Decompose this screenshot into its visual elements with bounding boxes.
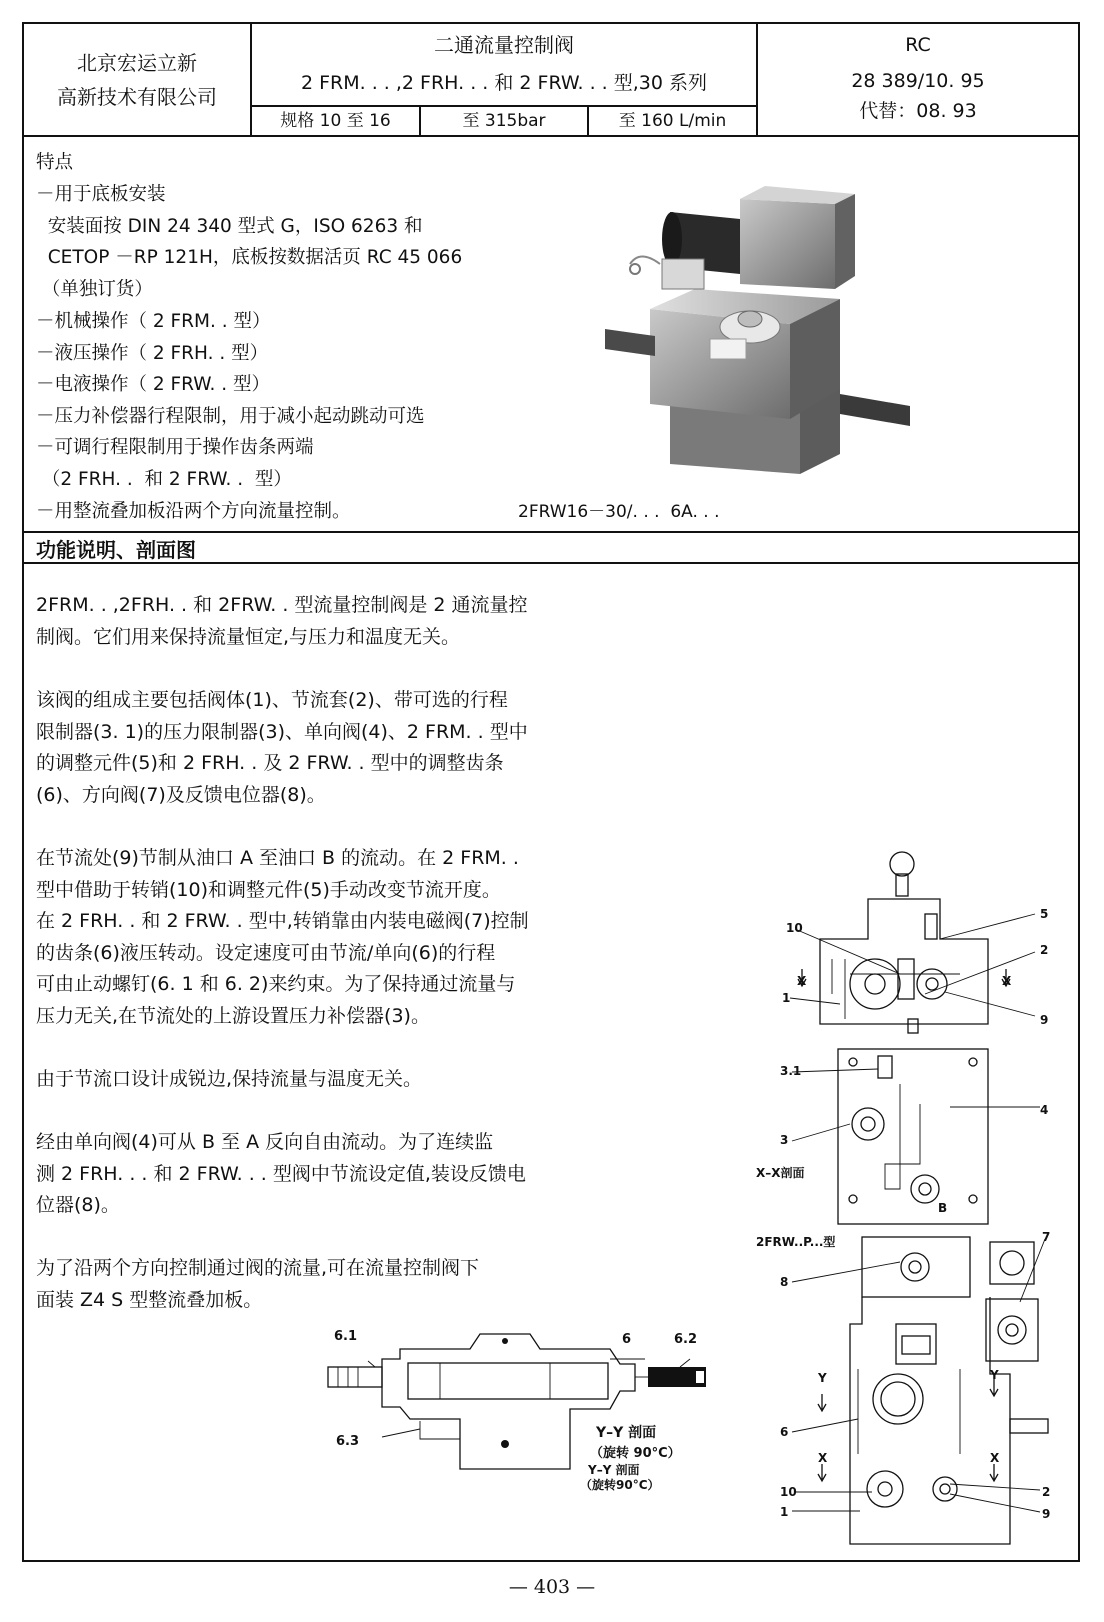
diagram-label: X: [818, 1451, 828, 1465]
paragraph-line: 为了沿两个方向控制通过阀的流量,可在流量控制阀下: [36, 1257, 480, 1279]
paragraph-temperature: [36, 1064, 596, 1096]
feature-line: －用整流叠加板沿两个方向流量控制。: [36, 501, 351, 522]
diagram-label: 3: [780, 1133, 789, 1147]
spec-size: 规格 10 至 16: [280, 110, 391, 131]
diagram-label: （旋转 90°C）: [590, 1446, 681, 1461]
diagram-label: 7: [1042, 1230, 1051, 1244]
feature-line: －电液操作（ 2 FRW. . 型）: [36, 374, 270, 395]
company-line2: 高新技术有限公司: [57, 85, 217, 109]
paragraph-line: 面装 Z4 S 型整流叠加板。: [36, 1288, 263, 1311]
feature-line: （单独订货）: [36, 279, 153, 300]
paragraph-line: 的调整元件(5)和 2 FRH. . 及 2 FRW. . 型中的调整齿条: [36, 752, 504, 774]
diagram-label: X: [990, 1451, 1000, 1465]
paragraph-line: 可由止动螺钉(6. 1 和 6. 2)来约束。为了保持通过流量与: [36, 973, 516, 995]
diagram-label: 6: [622, 1332, 632, 1347]
paragraph-line: 经由单向阀(4)可从 B 至 A 反向自由流动。为了连续监: [36, 1131, 494, 1153]
page-title: 二通流量控制阀: [434, 33, 574, 57]
paragraph-rectifier: [36, 1253, 596, 1316]
divider: [24, 562, 1078, 564]
diagram-label: 6.1: [334, 1329, 358, 1344]
page-subtitle: 2 FRM. . . ,2 FRH. . . 和 2 FRW. . . 型,30 系列: [300, 72, 707, 94]
feature-line: （2 FRH. . 和 2 FRW. . 型）: [36, 469, 292, 490]
diagram-label: Y: [818, 1371, 827, 1385]
feature-line: －用于底板安装: [36, 184, 166, 205]
diagram-label: 9: [1040, 1013, 1049, 1027]
diagram-label: 2: [1042, 1485, 1051, 1499]
diagram-label: 2: [1040, 943, 1049, 957]
diagram-label: 4: [1040, 1103, 1049, 1117]
diagram-label: X–X剖面: [756, 1166, 805, 1180]
diagram-label: 3.1: [780, 1064, 802, 1078]
diagram-label: X: [797, 974, 807, 988]
diagram-label: 10: [780, 1485, 797, 1499]
diagram-label: 6: [780, 1425, 789, 1439]
diagram-label: Y–Y 剖面: [596, 1425, 657, 1441]
company-name: [24, 28, 250, 132]
diagram-label: X: [1002, 974, 1012, 988]
section-diagrams: [750, 844, 1060, 1559]
company-line1: 北京宏运立新: [77, 51, 197, 75]
paragraph-line: 由于节流口设计成锐边,保持流量与温度无关。: [36, 1068, 423, 1090]
diagram-label: B: [938, 1201, 948, 1215]
diagram-label: 10: [786, 921, 803, 935]
section-view-frw: [792, 1237, 1051, 1544]
paragraph-line: 在节流处(9)节制从油口 A 至油口 B 的流动。在 2 FRM. .: [36, 847, 519, 869]
diagram-label: 1: [780, 1505, 789, 1519]
spec-pressure: 至 315bar: [462, 110, 546, 131]
paragraph-components: [36, 685, 596, 811]
feature-line: －液压操作（ 2 FRH. . 型）: [36, 343, 269, 364]
paragraph-line: 制阀。它们用来保持流量恒定,与压力和温度无关。: [36, 625, 461, 648]
paragraph-line: 的齿条(6)液压转动。设定速度可由节流/单向(6)的行程: [36, 941, 496, 964]
paragraph-line: 压力无关,在节流处的上游设置压力补偿器(3)。: [36, 1004, 430, 1027]
diagram-label: 2FRW..P...型: [756, 1235, 836, 1249]
product-photo: [590, 164, 920, 489]
divider: [24, 135, 1078, 137]
feature-line: CETOP －RP 121H，底板按数据活页 RC 45 066: [36, 247, 463, 268]
paragraph-line: 型中借助于转销(10)和调整元件(5)手动改变节流开度。: [36, 878, 501, 901]
feature-line: －可调行程限制用于操作齿条两端: [36, 437, 314, 458]
diagram-label: 1: [782, 991, 791, 1005]
doc-replaces: 代替：08. 93: [859, 100, 977, 122]
diagram-label: 6.2: [674, 1332, 698, 1347]
diagram-label: （旋转90°C）: [580, 1478, 660, 1492]
feature-line: －机械操作（ 2 FRM. . 型）: [36, 311, 271, 332]
feature-line: －压力补偿器行程限制，用于减小起动跳动可选: [36, 406, 425, 427]
paragraph-intro: [36, 590, 596, 653]
diagram-label: 8: [780, 1275, 789, 1289]
paragraph-line: 该阀的组成主要包括阀体(1)、节流套(2)、带可选的行程: [36, 689, 508, 711]
diagram-label: 6.3: [336, 1434, 360, 1449]
doc-number: 28 389/10. 95: [851, 70, 985, 92]
section-view-xx: [792, 1049, 1040, 1224]
doc-code: RC: [905, 34, 931, 56]
page-number: — 403 —: [508, 1576, 596, 1598]
section-view-yy: [320, 1329, 724, 1504]
paragraph-line: 位器(8)。: [36, 1194, 120, 1216]
feature-line: 安装面按 DIN 24 340 型式 G，ISO 6263 和: [36, 216, 423, 237]
diagram-label: 9: [1042, 1507, 1051, 1521]
paragraph-line: (6)、方向阀(7)及反馈电位器(8)。: [36, 783, 326, 806]
diagram-label: Y–Y 剖面: [588, 1463, 640, 1477]
paragraph-line: 在 2 FRH. . 和 2 FRW. . 型中,转销靠由内装电磁阀(7)控制: [36, 910, 529, 932]
paragraph-line: 2FRM. . ,2FRH. . 和 2FRW. . 型流量控制阀是 2 通流量控: [36, 594, 528, 616]
features-heading: 特点: [36, 152, 74, 173]
diagram-label: Y: [990, 1368, 999, 1382]
paragraph-check-valve: [36, 1127, 596, 1222]
photo-caption: 2FRW16－30/. . . 6A. . .: [518, 502, 720, 522]
spec-flow: 至 160 L/min: [618, 110, 727, 131]
page-frame: [22, 22, 1080, 1562]
diagram-label: 5: [1040, 907, 1049, 921]
divider: [24, 531, 1078, 533]
paragraph-line: 测 2 FRH. . . 和 2 FRW. . . 型阀中节流设定值,装设反馈电: [36, 1162, 526, 1185]
section-heading: 功能说明、剖面图: [36, 538, 196, 562]
section-view-top: [790, 852, 1035, 1033]
paragraph-line: 限制器(3. 1)的压力限制器(3)、单向阀(4)、2 FRM. . 型中: [36, 720, 528, 743]
paragraph-throttle: [36, 843, 596, 1032]
